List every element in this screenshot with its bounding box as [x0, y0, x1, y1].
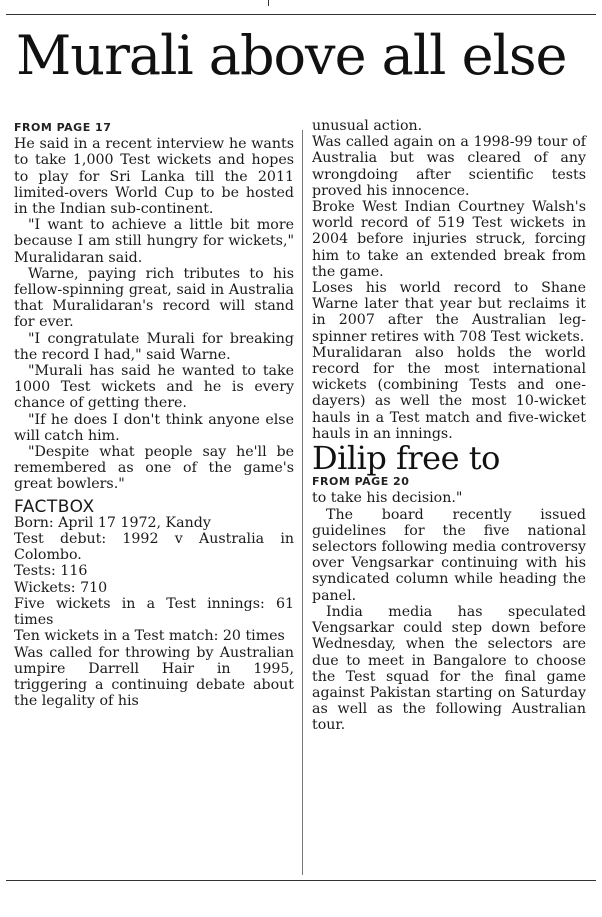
right-column: [312, 118, 586, 734]
fact-item: Muralidaran also holds the world record for the most international wickets (combining Tests and one-dayers) as well the most 10-wicket hauls in a Test match and five-wicket hauls in an innings.: [312, 344, 586, 442]
second-headline: Dilip free to: [312, 439, 500, 478]
fact-item: Five wickets in a Test innings: 61 times: [14, 595, 294, 629]
fact-item: unusual action.: [312, 118, 423, 134]
fact-item: Was called again on a 1998-99 tour of Australia but was cleared of any wrongdoing after scientific tests proved his innocence.: [312, 134, 586, 199]
article-paragraph: "If he does I don't think anyone else will catch him.: [14, 411, 294, 444]
fact-item: Wickets: 710: [14, 579, 108, 596]
article-paragraph: "I congratulate Murali for breaking the record I had," said Warne.: [14, 330, 294, 363]
fact-item: Was called for throwing by Australian umpire Darrell Hair in 1995, triggering a continuing debate about the legality of his: [14, 644, 294, 710]
fact-item: Tests: 116: [14, 563, 88, 580]
bottom-rule: [6, 880, 596, 881]
fact-item: Test debut: 1992 v Australia in Colombo.: [14, 531, 294, 564]
article-paragraph: Warne, paying rich tributes to his fellow-spinning great, said in Australia that Muralidaran's record will stand for ever.: [14, 265, 294, 331]
article-paragraph: The board recently issued guidelines for the five national selectors following media controversy over Vengsarkar continuing with his syndicated column while heading the panel.: [312, 506, 586, 604]
fact-item: Broke West Indian Courtney Walsh's world record of 519 Test wickets in 2004 before injuries struck, forcing him to take an extended break from the game.: [312, 199, 586, 280]
article-paragraph: "I want to achieve a little bit more because I am still hungry for wickets," Muralidaran said.: [14, 217, 294, 266]
factbox-title: FACTBOX: [14, 496, 95, 517]
article-paragraph: to take his decision.": [312, 490, 463, 507]
article-paragraph: "Murali has said he wanted to take 1000 Test wickets and he is every chance of getting there.: [14, 363, 294, 412]
column-divider: [302, 130, 303, 875]
top-tick-mark: [268, 0, 269, 6]
article-paragraph: "Despite what people say he'll be remembered as one of the game's great bowlers.": [14, 444, 294, 493]
fact-item: Ten wickets in a Test match: 20 times: [14, 628, 285, 645]
headline: Murali above all else: [16, 24, 567, 87]
article-paragraph: India media has speculated Vengsarkar could step down before Wednesday, when the selectors are due to meet in Bangalore to choose the Test squad for the final game against Pakistan starting on Saturday as well as the following Australian tour.: [312, 603, 586, 734]
from-page-label: FROM PAGE 20: [312, 475, 410, 489]
left-column: [14, 120, 294, 709]
article-paragraph: He said in a recent interview he wants to take 1,000 Test wickets and hopes to play for Sri Lanka till the 2011 limited-overs World Cup to be hosted in the Indian sub-continent.: [14, 136, 294, 218]
fact-item: Born: April 17 1972, Kandy: [14, 514, 211, 531]
from-page-label: FROM PAGE 17: [14, 121, 112, 134]
fact-item: Loses his world record to Shane Warne later that year but reclaims it in 2007 after the Australian leg-spinner retires with 708 Test wickets.: [312, 280, 586, 345]
top-rule: [6, 14, 596, 15]
